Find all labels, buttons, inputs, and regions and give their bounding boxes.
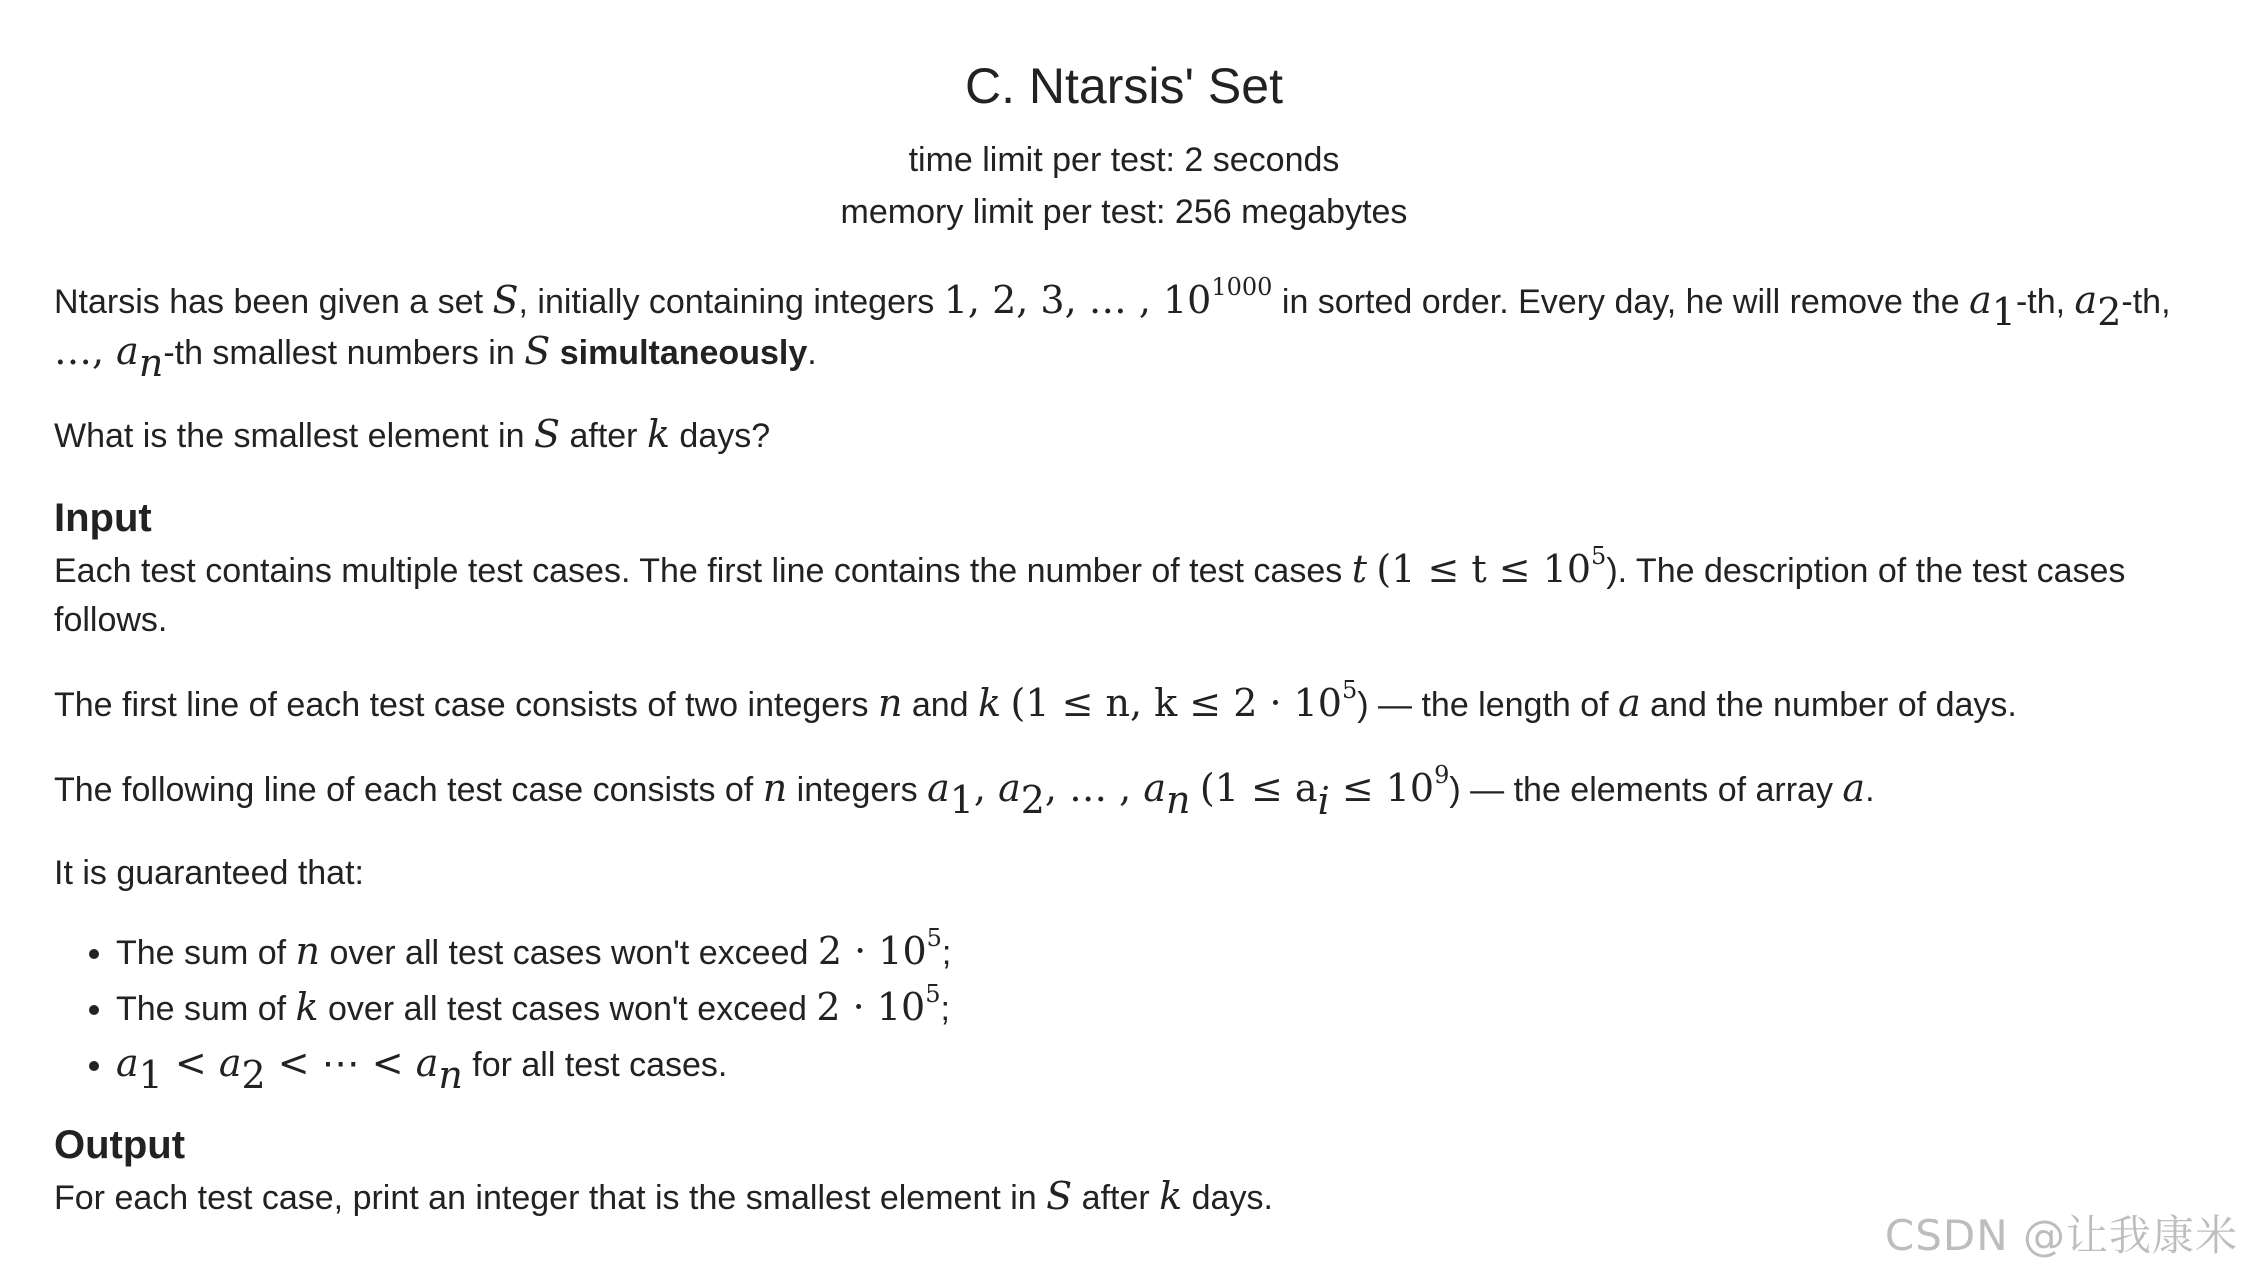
- math-a: a: [2074, 278, 2098, 322]
- guarantee-list: [54, 924, 2194, 1097]
- math-ellipsis: …,: [54, 329, 117, 373]
- input-paragraph-2: [54, 676, 2194, 730]
- math-t: t: [1351, 547, 1367, 591]
- text: ;: [940, 990, 950, 1028]
- math-subscript: 2: [1020, 777, 1045, 822]
- text: ). The description of the test cases follows.: [54, 552, 2126, 639]
- output-heading: Output: [54, 1123, 186, 1167]
- text: ;: [941, 934, 952, 972]
- math-bound: [816, 980, 941, 1029]
- math-constraint-text: ≤ 10: [1329, 766, 1435, 810]
- math-sequence: [943, 273, 1273, 322]
- text: and: [902, 686, 979, 724]
- math-k: k: [1159, 1174, 1183, 1218]
- text: Each test contains multiple test cases. The first line contains the number of test cases: [54, 552, 1352, 590]
- bold-text: simultaneously: [559, 334, 808, 372]
- math-n: n: [762, 766, 788, 810]
- math-bound-text: 2 · 10: [817, 929, 927, 973]
- math-constraint: [1199, 761, 1450, 823]
- math-bound: [817, 924, 942, 973]
- input-paragraph-1: [54, 542, 2194, 645]
- math-set-s: S: [524, 329, 551, 373]
- math-a: a: [1969, 278, 1992, 322]
- math-exponent: 5: [926, 924, 942, 953]
- math-a: a: [927, 766, 950, 810]
- math-k: k: [646, 412, 670, 456]
- math-a: a: [1618, 681, 1641, 725]
- math-n: n: [877, 681, 903, 725]
- list-item: • $a_1 < a_2$ < ⋯ < $a_n$ for all test cases.: [116, 1036, 2194, 1092]
- math-set-s: S: [1046, 1174, 1073, 1218]
- math-subscript: n: [138, 340, 164, 385]
- text: -th smallest numbers in: [163, 334, 525, 372]
- input-paragraph-3: The following line of each test case consists of n integers $a_1$, $a_2$, … , $a_n$ $(1 \le a_i \le 10^9)$ — the elements of array a.: [54, 761, 1875, 823]
- statement-paragraph-1: [54, 273, 2194, 385]
- math-k: k: [295, 985, 319, 1029]
- text: .: [1865, 771, 1875, 809]
- math-subscript: 1: [138, 1052, 163, 1097]
- text: in sorted order. Every day, he will remove the: [1272, 283, 1970, 321]
- input-heading: Input: [54, 496, 152, 540]
- time-limit: time limit per test: 2 seconds: [908, 141, 1340, 179]
- list-item: [116, 980, 2194, 1036]
- math-a: a: [1842, 766, 1866, 810]
- text: The sum of: [116, 990, 296, 1028]
- problem-header: [54, 56, 2194, 238]
- text: ) — the elements of array: [1449, 771, 1843, 809]
- problem-page: [54, 0, 2194, 1223]
- math-subscript: n: [438, 1052, 463, 1097]
- math-seq-base: 1, 2, 3, … , 10: [943, 278, 1212, 322]
- text: integers: [787, 771, 928, 809]
- text: The sum of: [116, 934, 296, 972]
- math-exponent: 5: [1341, 676, 1358, 705]
- math-set-s: S: [492, 278, 519, 322]
- text: after: [1072, 1179, 1160, 1217]
- memory-limit: memory limit per test: 256 megabytes: [840, 193, 1408, 231]
- text: , initially containing integers: [518, 283, 944, 321]
- text: over all test cases won't exceed: [318, 990, 817, 1028]
- math-set-s: S: [533, 412, 561, 456]
- output-paragraph-1: [54, 1172, 2194, 1223]
- math-exponent: 9: [1434, 761, 1450, 790]
- math-k: k: [978, 681, 1002, 725]
- math-constraint: [1010, 676, 1358, 725]
- math-subscript: 2: [2097, 289, 2122, 334]
- text: -th,: [2015, 283, 2075, 321]
- math-subscript: 2: [241, 1052, 266, 1097]
- problem-title: C. Ntarsis' Set: [965, 58, 1283, 114]
- math-constraint: [1376, 542, 1607, 591]
- math-subscript: 1: [949, 777, 974, 822]
- text: -th,: [2121, 283, 2171, 321]
- text: For each test case, print an integer that is the smallest element in: [54, 1179, 1047, 1217]
- text: days.: [1182, 1179, 1273, 1217]
- math-constraint-text: (1 ≤ n, k ≤ 2 · 10: [1010, 681, 1342, 725]
- text: days?: [669, 417, 771, 455]
- math-n: n: [295, 929, 320, 973]
- text: and the number of days.: [1640, 686, 2017, 724]
- math-a: a: [415, 1041, 439, 1085]
- math-a: a: [116, 1041, 139, 1085]
- math-a: a: [218, 1041, 242, 1085]
- text: What is the smallest element in: [54, 417, 534, 455]
- math-subscript: 1: [1991, 289, 2016, 334]
- text: over all test cases won't exceed: [320, 934, 818, 972]
- text: The first line of each test case consists of two integers: [54, 686, 878, 724]
- text: The following line of each test case consists of: [54, 771, 763, 809]
- text: ) — the length of: [1357, 686, 1619, 724]
- math-constraint-text: (1 ≤ a: [1199, 766, 1318, 810]
- math-a: a: [1143, 766, 1166, 810]
- text: for all test cases.: [462, 1046, 728, 1084]
- text: after: [560, 417, 647, 455]
- text: Ntarsis has been given a set: [54, 283, 493, 321]
- math-exponent: 5: [925, 980, 941, 1009]
- list-item: [116, 924, 2194, 980]
- math-a: a: [998, 766, 1021, 810]
- math-subscript: i: [1317, 778, 1330, 823]
- math-exponent: 5: [1591, 542, 1607, 571]
- math-subscript: n: [1165, 777, 1191, 822]
- input-paragraph-4: It is guaranteed that:: [54, 854, 364, 892]
- math-bound-text: 2 · 10: [816, 985, 926, 1029]
- text: .: [807, 334, 817, 372]
- math-exponent: 1000: [1211, 273, 1273, 302]
- statement-paragraph-2: [54, 410, 2194, 461]
- math-constraint-text: (1 ≤ t ≤ 10: [1376, 547, 1592, 591]
- math-a: a: [116, 329, 139, 373]
- watermark: CSDN @让我康米: [1884, 1211, 2238, 1260]
